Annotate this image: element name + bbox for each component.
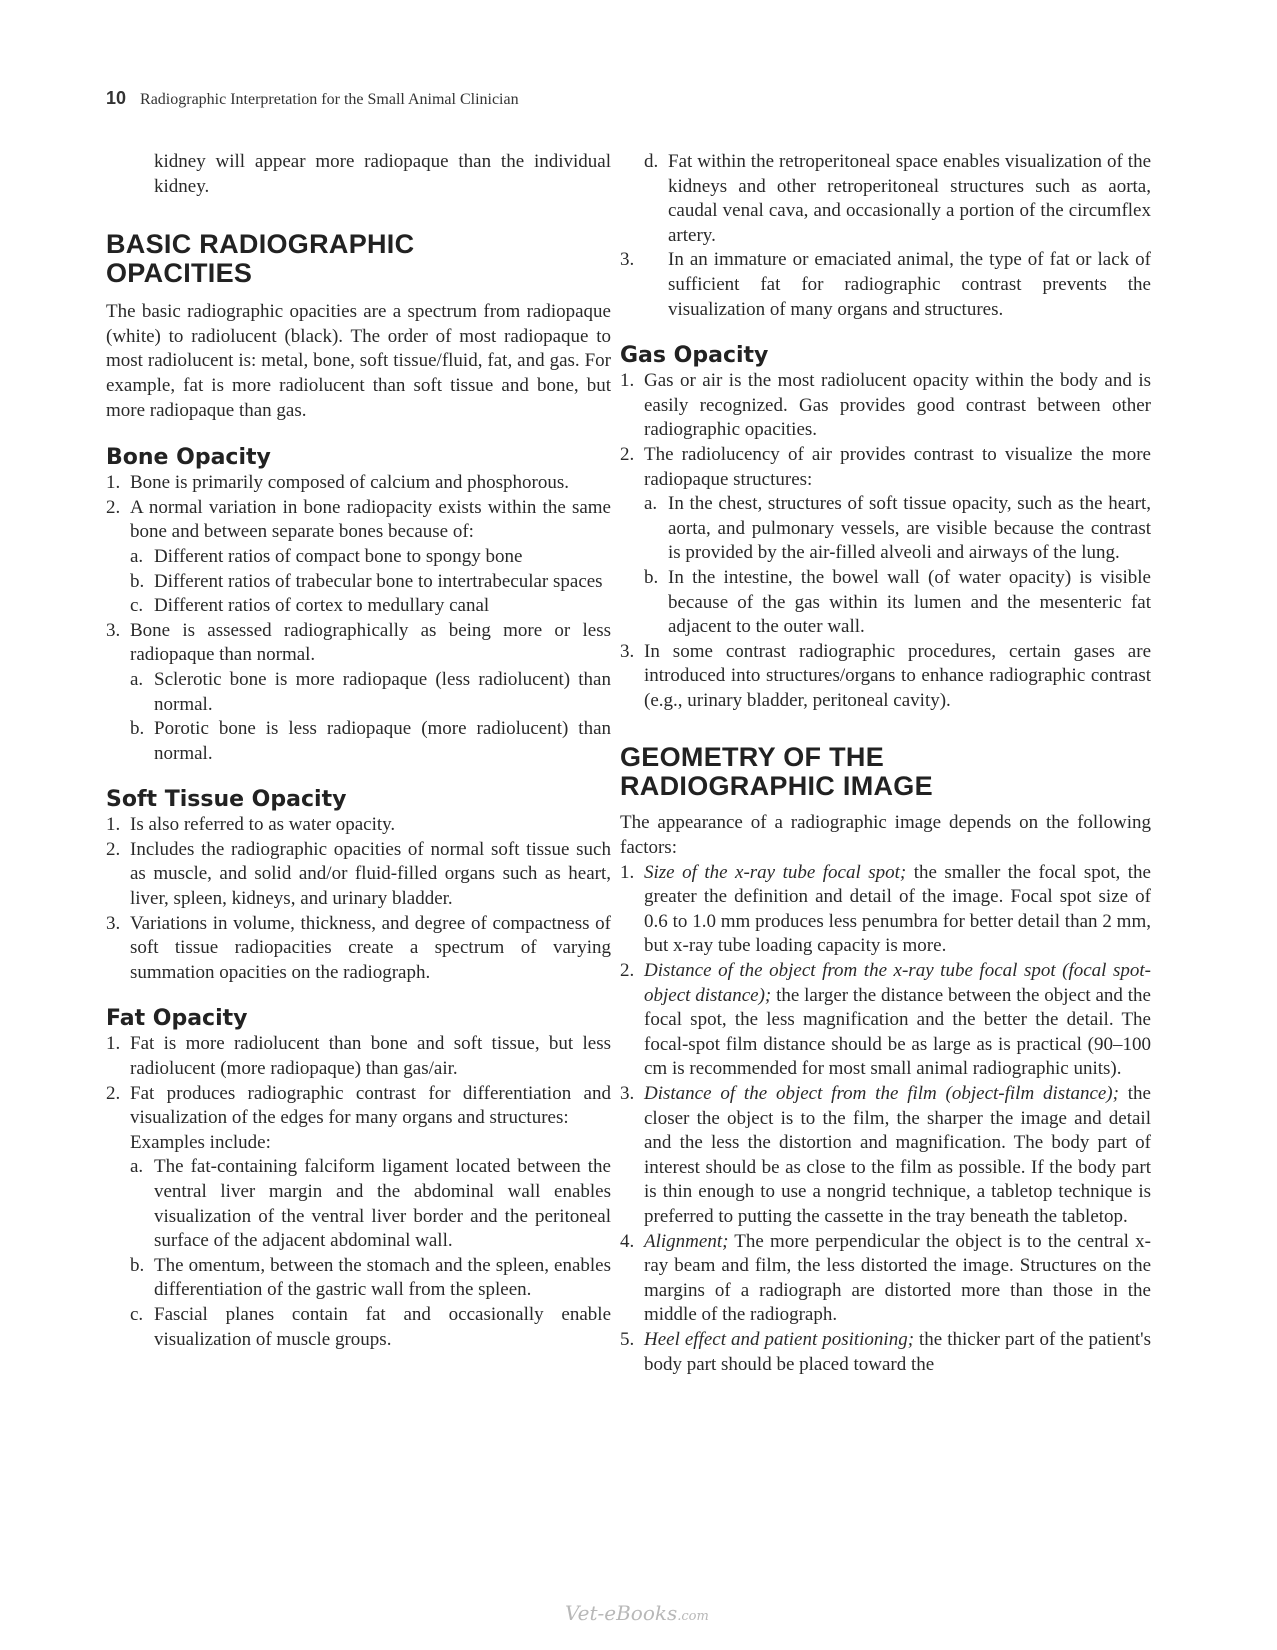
- list-item: 4. Alignment; The more perpendicular the object is to the central x-ray beam and film, the less distorted the image. Structures on the margins of a radiograph are distorted more than those in the middle of the radiograph.: [620, 1230, 1151, 1326]
- list-item: 2. Includes the radiographic opacities of normal soft tissue such as muscle, and solid and/or fluid-filled organs such as heart, liver, spleen, kidneys, and urinary bladder.: [106, 838, 611, 910]
- sub-list-item: b. In the intestine, the bowel wall (of water opacity) is visible because of the gas within its lumen and the mesenteric fat adjacent to the outer wall.: [644, 566, 1151, 638]
- sub-list-item: c. Different ratios of cortex to medullary canal: [130, 595, 490, 617]
- soft-tissue-opacity-heading: Soft Tissue Opacity: [106, 787, 347, 813]
- list-item: 2. Fat produces radiographic contrast for differentiation and visualization of the edges for many organs and structures:: [106, 1082, 611, 1129]
- list-item: 1. Bone is primarily composed of calcium and phosphorous.: [106, 472, 570, 494]
- sub-list-item: a. The fat-containing falciform ligament located between the ventral liver margin and the abdominal wall enables visualization of the ventral liver border and the peritoneal surface of the adjacent abdominal wall.: [130, 1156, 611, 1252]
- geometry-list: [620, 861, 1151, 1377]
- fat-opacity-heading: Fat Opacity: [106, 1006, 248, 1032]
- heading-line: BASIC RADIOGRAPHIC: [106, 229, 415, 260]
- sub-list-item: a. Sclerotic bone is more radiopaque (less radiolucent) than normal.: [130, 668, 611, 715]
- continuation-paragraph: kidney will appear more radiopaque than the individual kidney.: [154, 151, 611, 197]
- sub-list-item: d. Fat within the retroperitoneal space enables visualization of the kidneys and other retroperitoneal structures such as aorta, caudal venal cava, and occasionally a portion of the circumflex artery.: [644, 151, 1151, 246]
- sub-list-item: b. Porotic bone is less radiopaque (more radiolucent) than normal.: [130, 718, 611, 764]
- running-header: [106, 88, 519, 109]
- gas-list: [620, 369, 1151, 713]
- list-item: 2. The radiolucency of air provides contrast to visualize the more radiopaque structures:: [620, 443, 1151, 490]
- heading-line: OPACITIES: [106, 258, 253, 289]
- list-item: 1. Is also referred to as water opacity.: [106, 814, 396, 836]
- sub-list-item: b. The omentum, between the stomach and the spleen, enables differentiation of the gastric wall from the spleen.: [130, 1254, 611, 1301]
- examples-label: Examples include:: [130, 1131, 271, 1153]
- list-item: 3. In some contrast radiographic procedures, certain gases are introduced into structures/organs to enhance radiographic contrast (e.g., urinary bladder, peritoneal cavity).: [620, 640, 1151, 711]
- list-item: 1. Gas or air is the most radiolucent opacity within the body and is easily recognized. Gas provides good contrast between other radiographic opacities.: [620, 370, 1151, 441]
- list-item: 2. Distance of the object from the x-ray tube focal spot (focal spot-object distance); the larger the distance between the object and the focal spot, the less magnification and the better the detail. The focal-spot film distance should be as large as is practical (90–100 cm is recommended for most small animal radiographic units).: [620, 960, 1151, 1080]
- list-item: 3. Bone is assessed radiographically as being more or less radiopaque than normal.: [106, 619, 611, 666]
- soft-tissue-list: [106, 813, 611, 985]
- geometry-heading: [620, 743, 1151, 801]
- list-item: 3. Variations in volume, thickness, and degree of compactness of soft tissue radiopacities create a spectrum of varying summation opacities on the radiograph.: [106, 912, 611, 983]
- basic-opacities-paragraph: The basic radiographic opacities are a spectrum from radiopaque (white) to radiolucent (black). The order of most radiopaque to most radiolucent is: metal, bone, soft tissue/fluid, fat, and gas. For example, fat is more radiolucent than soft tissue and bone, but more radiopaque than gas.: [106, 301, 611, 421]
- left-column: [106, 150, 611, 1352]
- sub-list-item: a. In the chest, structures of soft tissue opacity, such as the heart, aorta, and pulmonary vessels, are visible because the contrast is provided by the air-filled alveoli and airways of the lung.: [644, 493, 1151, 564]
- basic-opacities-heading: [106, 230, 611, 288]
- fat-list: [106, 1032, 611, 1352]
- sub-list-item: a. Different ratios of compact bone to spongy bone: [130, 545, 523, 567]
- watermark-logo: Vet-eBooks.com: [565, 1601, 709, 1625]
- sub-list-item: c. Fascial planes contain fat and occasionally enable visualization of muscle groups.: [130, 1303, 611, 1350]
- heading-line: RADIOGRAPHIC IMAGE: [620, 771, 933, 802]
- list-item: 3. In an immature or emaciated animal, the type of fat or lack of sufficient fat for radiographic contrast prevents the visualization of many organs and structures.: [620, 249, 1151, 320]
- right-column: [620, 150, 1152, 1377]
- list-item: 1. Fat is more radiolucent than bone and soft tissue, but less radiolucent (more radiopaque) than gas/air.: [106, 1033, 611, 1080]
- geometry-intro: The appearance of a radiographic image depends on the following factors:: [620, 812, 1151, 859]
- running-title: Radiographic Interpretation for the Small Animal Clinician: [140, 91, 519, 108]
- fat-list-continued: [620, 150, 1151, 322]
- gas-opacity-heading: Gas Opacity: [620, 343, 769, 369]
- gas-section: [620, 342, 1151, 1377]
- bone-list: [106, 471, 611, 766]
- list-item: 5. Heel effect and patient positioning; the thicker part of the patient's body part should be placed toward the: [620, 1328, 1152, 1375]
- bone-opacity-heading: Bone Opacity: [106, 445, 271, 471]
- page-number: 10: [106, 88, 127, 108]
- list-item: 3. Distance of the object from the film (object-film distance); the closer the object is to the film, the sharper the image and detail and the less the distortion and magnification. The body part of interest should be as close to the film as possible. If the body part is thin enough to use a nongrid technique, a tabletop technique is preferred to putting the cassette in the tray beneath the tabletop.: [620, 1083, 1151, 1227]
- list-item: 1. Size of the x-ray tube focal spot; the smaller the focal spot, the greater the definition and detail of the image. Focal spot size of 0.6 to 1.0 mm produces less penumbra for better detail than 2 mm, but x-ray tube loading capacity is more.: [620, 861, 1151, 957]
- heading-line: GEOMETRY OF THE: [620, 742, 885, 773]
- sub-list-item: b. Different ratios of trabecular bone to intertrabecular spaces: [130, 570, 603, 592]
- list-item: 2. A normal variation in bone radiopacity exists within the same bone and between separate bones because of:: [106, 496, 611, 543]
